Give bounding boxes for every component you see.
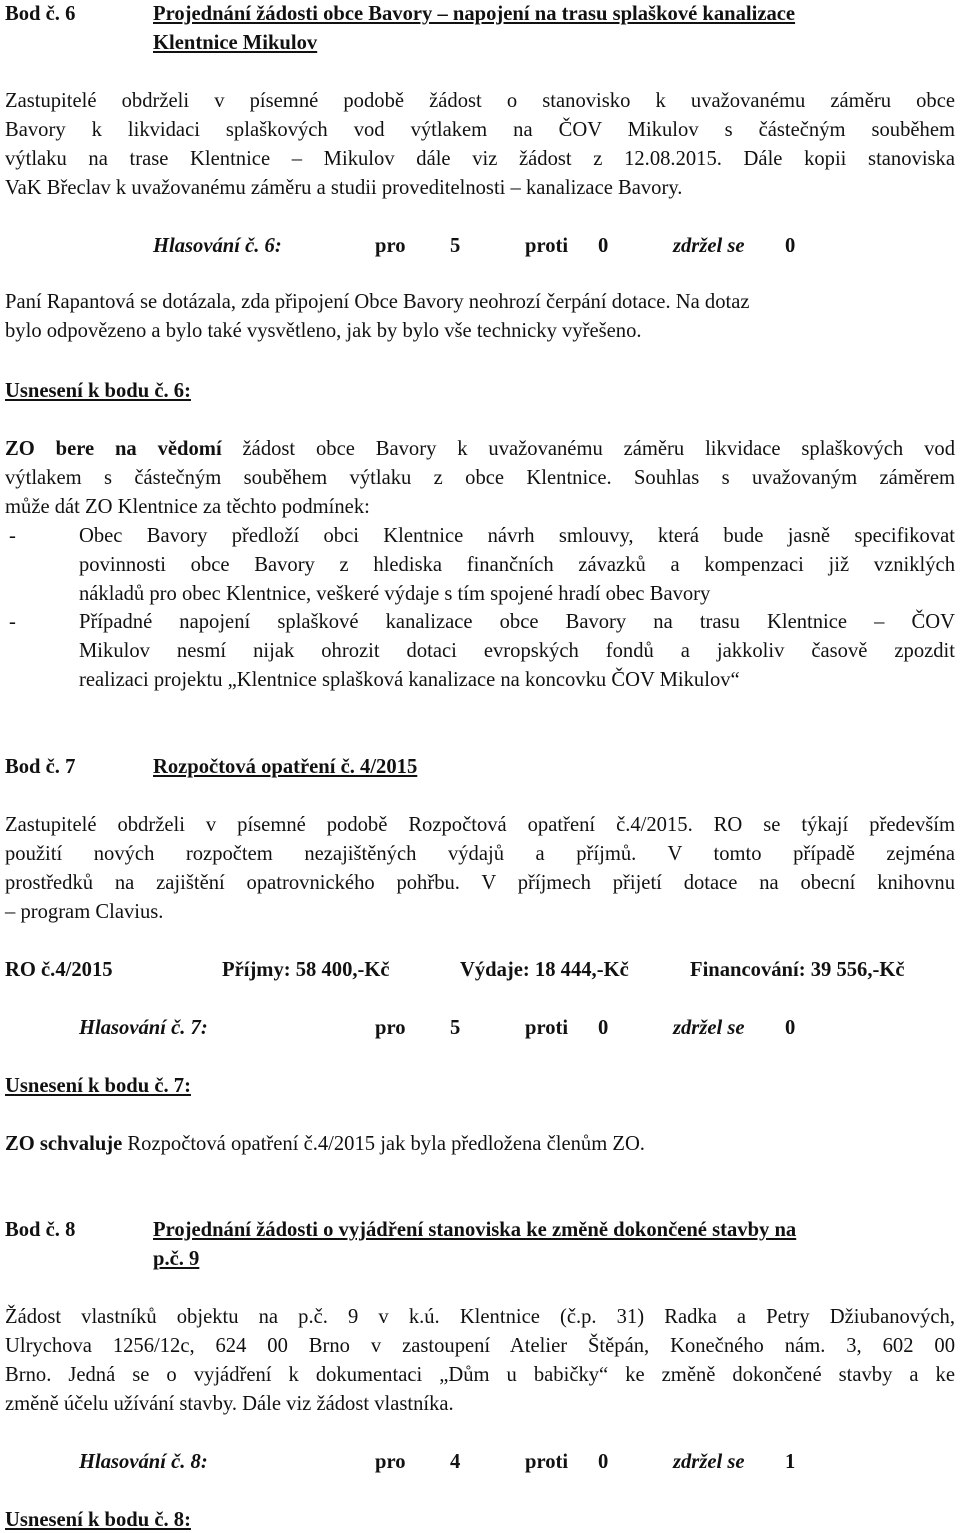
- vote-proti-count: 0: [598, 1017, 609, 1039]
- item-7-title: Rozpočtová opatření č. 4/2015: [153, 756, 418, 778]
- vote-proti-count: 0: [598, 1451, 609, 1473]
- vote-pro-count: 5: [450, 1017, 461, 1039]
- resolution-verb: ZO bere na vědomí: [5, 438, 222, 460]
- resolution-text: Rozpočtová opatření č.4/2015 jak byla předložena členům ZO.: [122, 1133, 645, 1155]
- condition-1-line: povinnosti obce Bavory z hlediska finančních závazků a kompenzaci již vzniklých: [79, 554, 955, 576]
- vote-label: Hlasování č. 6:: [153, 235, 282, 257]
- item-6-title-line-1: Projednání žádosti obce Bavory – napojení na trasu splaškové kanalizace: [153, 3, 796, 25]
- item-7-paragraph-line: – program Clavius.: [5, 901, 164, 923]
- condition-1-line: nákladů pro obec Klentnice, veškeré výdaje s tím spojené hradí obec Bavory: [79, 583, 711, 605]
- resolution-text: žádost obce Bavory k uvažovanému záměru likvidace splaškových vod: [221, 438, 955, 460]
- item-8-resolution-heading: Usnesení k bodu č. 8:: [5, 1509, 191, 1531]
- vote-pro-count: 5: [450, 235, 461, 257]
- budget-measure-label: RO č.4/2015: [5, 959, 113, 981]
- condition-1-line: Obec Bavory předloží obci Klentnice návrh smlouvy, která bude jasně specifikovat: [79, 525, 955, 547]
- list-bullet: -: [9, 525, 16, 547]
- vote-proti-label: proti: [525, 1017, 569, 1039]
- item-8-title-line-1: Projednání žádosti o vyjádření stanoviska ke změně dokončené stavby na: [153, 1219, 797, 1241]
- item-7-paragraph-line: použití nových rozpočtem nezajištěných výdajů a příjmů. V tomto případě zejména: [5, 843, 955, 865]
- item-6-paragraph-line: VaK Břeclav k uvažovanému záměru a studii proveditelnosti – kanalizace Bavory.: [5, 177, 683, 199]
- vote-pro-label: pro: [375, 235, 406, 257]
- item-6-paragraph-line: výtlaku na trase Klentnice – Mikulov dále viz žádost z 12.08.2015. Dále kopii stanoviska: [5, 148, 955, 170]
- condition-2-line: Mikulov nesmí nijak ohrozit dotaci evropských fondů a jakkoliv časově zpozdit: [79, 640, 955, 662]
- vote-abstain-label: zdržel se: [673, 1017, 745, 1039]
- item-6-resolution-heading: Usnesení k bodu č. 6:: [5, 380, 191, 402]
- vote-label: Hlasování č. 8:: [79, 1451, 208, 1473]
- vote-label: Hlasování č. 7:: [79, 1017, 208, 1039]
- condition-2-line: Případné napojení splaškové kanalizace obce Bavory na trasu Klentnice – ČOV: [79, 611, 955, 633]
- resolution-verb: ZO schvaluje: [5, 1133, 123, 1155]
- item-6-discussion-line: bylo odpovězeno a bylo také vysvětleno, jak by bylo vše technicky vyřešeno.: [5, 320, 642, 342]
- budget-measure-summary: [0, 958, 960, 982]
- budget-expenses: Výdaje: 18 444,-Kč: [460, 959, 629, 981]
- vote-abstain-label: zdržel se: [673, 1451, 745, 1473]
- item-8-paragraph-line: Žádost vlastníků objektu na p.č. 9 v k.ú. Klentnice (č.p. 31) Radka a Petry Džiubanových,: [5, 1306, 955, 1328]
- vote-pro-label: pro: [375, 1017, 406, 1039]
- list-bullet: -: [9, 611, 16, 633]
- item-7-paragraph-line: prostředků na zajištění opatrovnického pohřbu. V příjmech přijetí dotace na obecní knihovnu: [5, 872, 955, 894]
- budget-income: Příjmy: 58 400,-Kč: [222, 959, 390, 981]
- item-6-paragraph-line: Zastupitelé obdrželi v písemné podobě žádost o stanovisko k uvažovanému záměru obce: [5, 90, 955, 112]
- vote-abstain-label: zdržel se: [673, 235, 745, 257]
- item-7-resolution-line: [5, 1132, 645, 1156]
- item-6-number: Bod č. 6: [5, 3, 76, 25]
- item-6-resolution-line: může dát ZO Klentnice za těchto podmínek:: [5, 496, 370, 518]
- item-6-title-line-2: Klentnice Mikulov: [153, 32, 318, 54]
- vote-abstain-count: 0: [785, 1017, 796, 1039]
- vote-pro-label: pro: [375, 1451, 406, 1473]
- item-8-title-line-2: p.č. 9: [153, 1248, 200, 1270]
- item-8-number: Bod č. 8: [5, 1219, 76, 1241]
- item-7-resolution-heading: Usnesení k bodu č. 7:: [5, 1075, 191, 1097]
- item-6-resolution-line: výtlakem s částečným souběhem výtlaku z obce Klentnice. Souhlas s uvažovaným záměrem: [5, 467, 955, 489]
- item-6-resolution-line: [5, 437, 955, 461]
- condition-2-line: realizaci projektu „Klentnice splašková kanalizace na koncovku ČOV Mikulov“: [79, 669, 740, 691]
- item-8-paragraph-line: změně účelu užívání stavby. Dále viz žádost vlastníka.: [5, 1393, 454, 1415]
- vote-abstain-count: 1: [785, 1451, 796, 1473]
- vote-proti-label: proti: [525, 1451, 569, 1473]
- vote-abstain-count: 0: [785, 235, 796, 257]
- item-6-discussion-line: Paní Rapantová se dotázala, zda připojení Obce Bavory neohrozí čerpání dotace. Na dotaz: [5, 291, 750, 313]
- vote-pro-count: 4: [450, 1451, 461, 1473]
- item-8-paragraph-line: Ulrychova 1256/12c, 624 00 Brno v zastoupení Atelier Štěpán, Konečného nám. 3, 602 00: [5, 1335, 955, 1357]
- item-7-paragraph-line: Zastupitelé obdrželi v písemné podobě Rozpočtová opatření č.4/2015. RO se týkají především: [5, 814, 955, 836]
- item-8-paragraph-line: Brno. Jedná se o vyjádření k dokumentaci „Dům u babičky“ ke změně dokončené stavby a ke: [5, 1364, 955, 1386]
- vote-proti-label: proti: [525, 235, 569, 257]
- item-7-number: Bod č. 7: [5, 756, 76, 778]
- vote-proti-count: 0: [598, 235, 609, 257]
- item-6-paragraph-line: Bavory k likvidaci splaškových vod výtlakem na ČOV Mikulov s částečným souběhem: [5, 119, 955, 141]
- budget-financing: Financování: 39 556,-Kč: [690, 959, 905, 981]
